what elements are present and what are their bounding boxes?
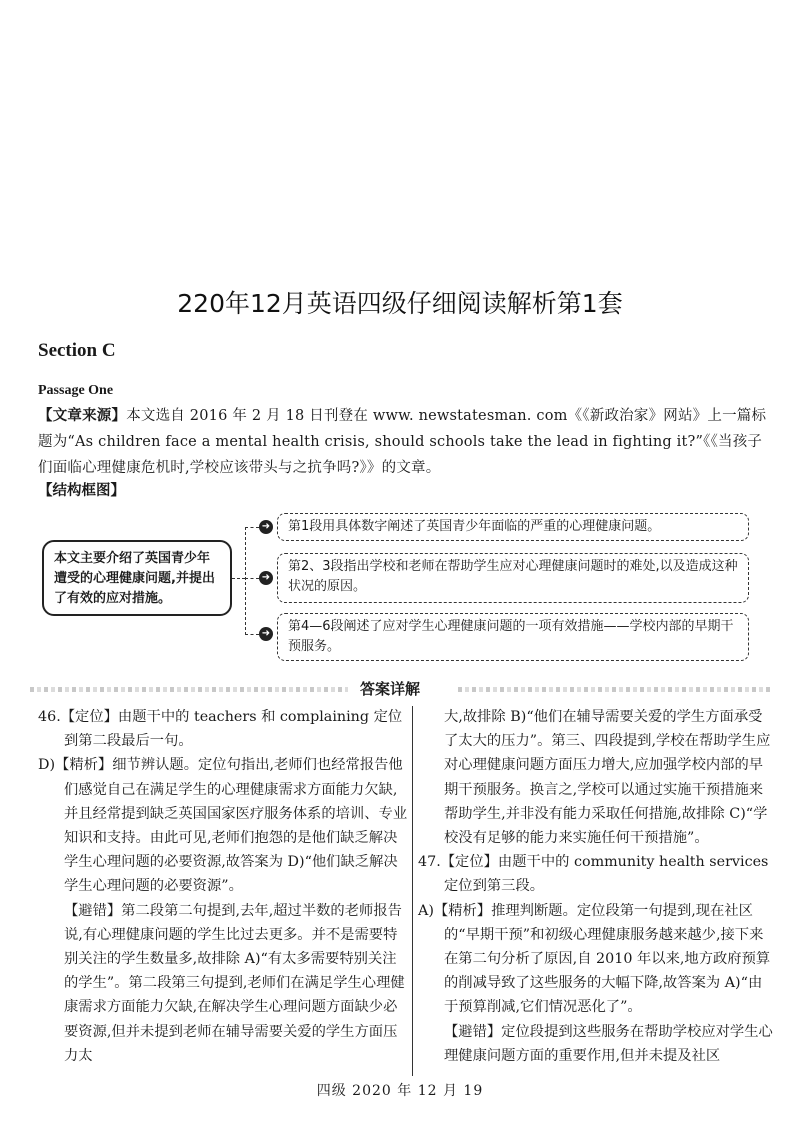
page-footer: 四级 2020 年 12 月 19	[316, 1083, 484, 1099]
structure-label: 【结构框图】	[38, 482, 125, 499]
source-text: 本文选自 2016 年 2 月 18 日刊登在 www. newstatesman. com《《新政治家》网站》上一篇标题为“As children face a mental health crisis, should schools take the lead in fighting it?”《《当孩子们面临心理健康危机时,学校应该带头与之抗争吗?》》的文章。	[38, 408, 767, 476]
right-column	[418, 705, 774, 1068]
structure-point-3: 第4—6段阐述了应对学生心理健康问题的一项有效措施——学校内部的早期干预服务。	[277, 613, 749, 661]
passage-heading: Passage One	[38, 383, 114, 398]
arrow-right-icon: ➜	[259, 571, 273, 585]
answers-title: 答案详解	[360, 680, 421, 698]
arrow-right-icon: ➜	[259, 520, 273, 534]
answer-paragraph: 47.【定位】由题干中的 community health services 定位到第三段。	[418, 854, 769, 895]
connector-branch	[245, 634, 259, 635]
decorative-band	[30, 687, 348, 692]
answer-paragraph: 【避错】第二段第二句提到,去年,超过半数的老师报告说,有心理健康问题的学生比过去更多。并不是需要特别关注的学生数量多,故排除 A)“有太多需要特别关注的学生”。第二段第三句提到,老师们在满足学生心理健康需求方面能力欠缺,在解决学生心理问题方面缺少必要资源,但并未提到老师在辅导需要关爱的学生方面压力太	[64, 902, 405, 1064]
connector-branch	[245, 578, 259, 579]
left-column	[38, 705, 410, 1068]
decorative-band	[458, 687, 770, 692]
column-divider	[412, 706, 413, 1076]
answer-paragraph: D)【精析】细节辨认题。定位句指出,老师们也经常报告他们感觉自己在满足学生的心理健康需求方面能力欠缺,并且经常提到缺乏英国国家医疗服务体系的培训、专业知识和支持。由此可见,老师们抱怨的是他们缺乏解决学生心理问题的必要资源,故答案为 D)“他们缺乏解决学生心理问题的必要资源”。	[38, 757, 408, 895]
answer-paragraph: 大,故排除 B)“他们在辅导需要关爱的学生方面承受了太大的压力”。第三、四段提到,学校在帮助学生应对心理健康问题方面压力增大,应加强学校内部的早期干预服务。换言之,学校可以通过实施干预措施来帮助学生,并非没有能力采取任何措施,故排除 C)“学校没有足够的能力来实施任何干预措施”。	[444, 709, 771, 847]
summary-box: 本文主要介绍了英国青少年遭受的心理健康问题,并提出了有效的应对措施。	[42, 540, 232, 616]
connector-branch	[245, 527, 259, 528]
answer-paragraph: 46.【定位】由题干中的 teachers 和 complaining 定位到第二段最后一句。	[38, 709, 403, 750]
answers-header	[30, 678, 770, 700]
arrow-right-icon: ➜	[259, 627, 273, 641]
structure-point-2: 第2、3段指出学校和老师在帮助学生应对心理健康问题时的难处,以及造成这种状况的原因。	[277, 553, 749, 603]
section-heading: Section C	[38, 340, 116, 361]
connector-line	[232, 578, 245, 579]
answer-paragraph: A)【精析】推理判断题。定位段第一句提到,现在社区的“早期干预”和初级心理健康服务越来越少,接下来在第二句分析了原因,自 2010 年以来,地方政府预算的削减导致了这些服务的大幅下降,故答案为 A)“由于预算削减,它们情况恶化了”。	[418, 902, 771, 1016]
answer-paragraph: 【避错】定位段提到这些服务在帮助学校应对学生心理健康问题方面的重要作用,但并未提及社区	[444, 1023, 773, 1064]
structure-point-1: 第1段用具体数字阐述了英国青少年面临的严重的心理健康问题。	[277, 513, 749, 541]
connector-brace	[245, 527, 246, 635]
page-title: 220年12月英语四级仔细阅读解析第1套	[177, 289, 623, 318]
article-source	[38, 403, 768, 481]
source-label: 【文章来源】	[38, 407, 127, 424]
